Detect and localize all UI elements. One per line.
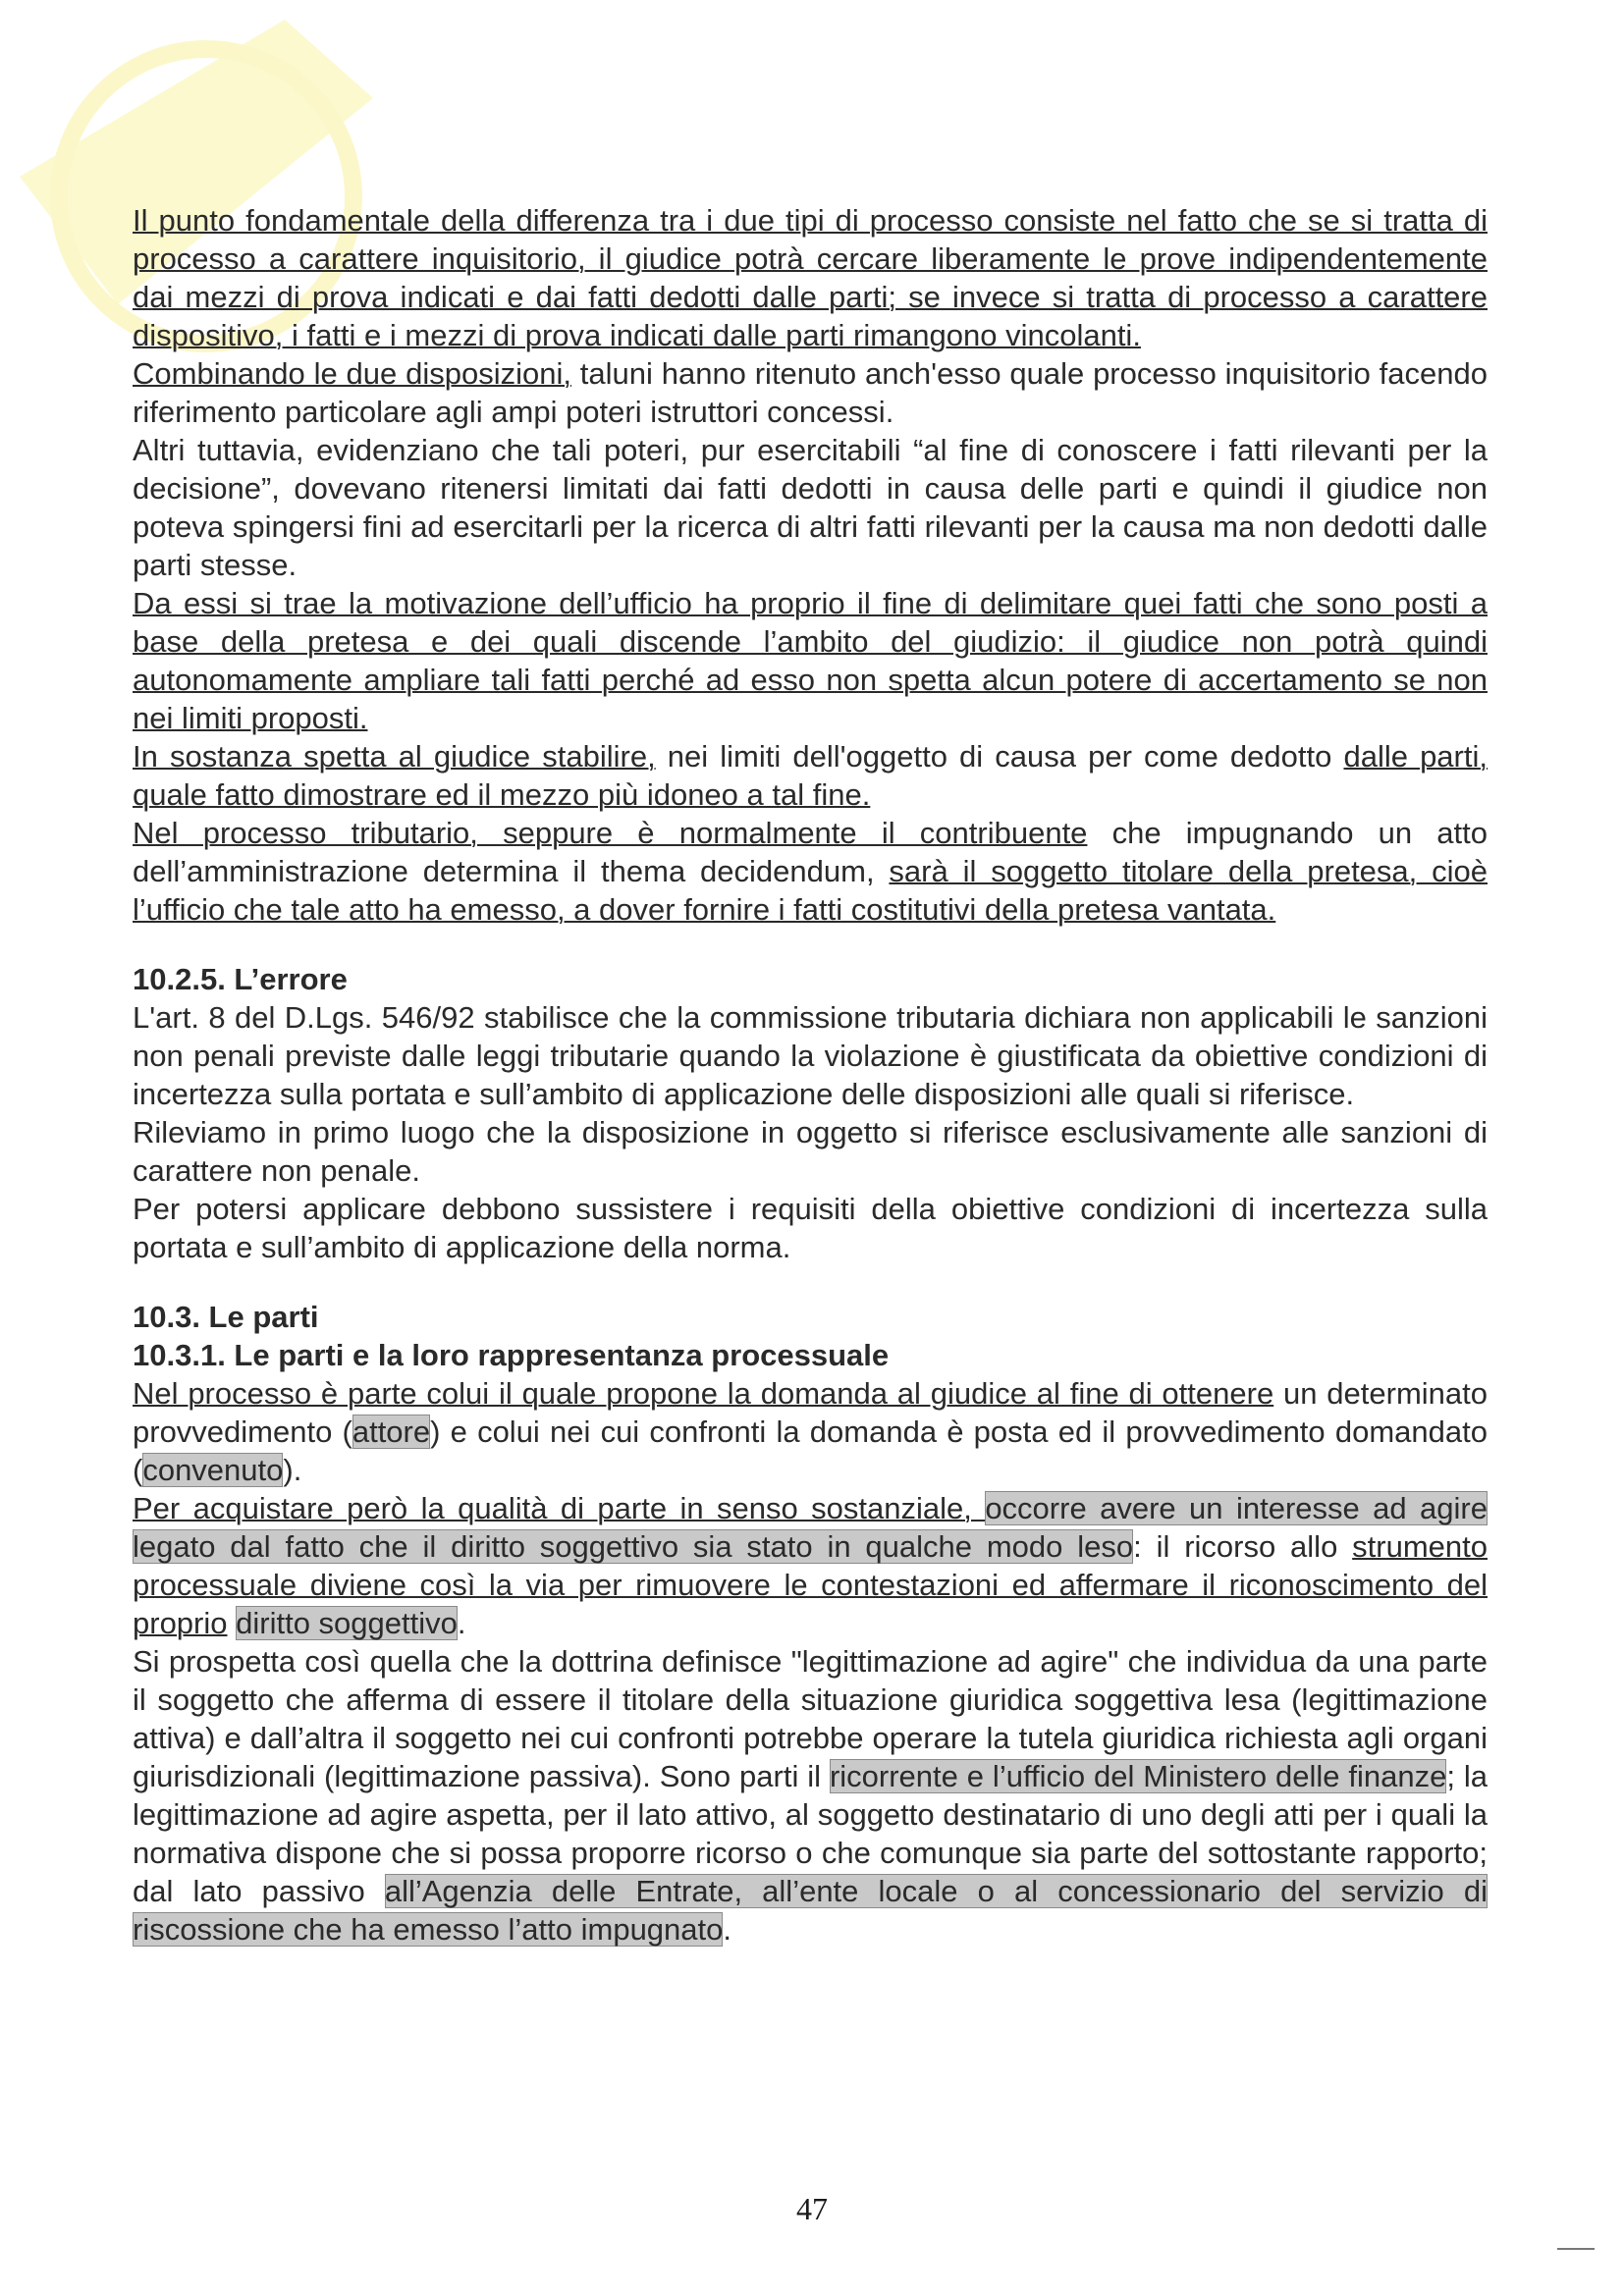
text-run: taluni hanno ritenuto anch'esso quale processo inquisitorio facendo riferimento particolare agli ampi poteri istruttori concessi.: [133, 356, 1488, 429]
paragraph: [133, 1190, 1488, 1266]
underlined-text: Nel processo tributario, seppure è normalmente il contribuente: [133, 816, 1088, 850]
text-run: .: [457, 1606, 466, 1640]
highlighted-text: convenuto: [142, 1453, 284, 1487]
underlined-text: Combinando le due disposizioni,: [133, 356, 571, 391]
paragraph: [133, 998, 1488, 1113]
highlighted-text: diritto soggettivo: [236, 1606, 458, 1640]
highlighted-text: ricorrente e l’ufficio del Ministero delle finanze: [829, 1759, 1447, 1793]
text-run: che impugnando un atto dell’amministrazione determina il thema decidendum,: [133, 816, 1489, 888]
text-run: : il ricorso allo: [1133, 1529, 1353, 1564]
text-run: Rileviamo in primo luogo che la disposizione in oggetto si riferisce esclusivamente alle sanzioni di carattere non penale.: [133, 1115, 1488, 1188]
text-run: Si prospetta così quella che la dottrina definisce "legittimazione ad agire" che individua da una parte il soggetto che afferma di essere il titolare della situazione giuridica soggettiva lesa (legittimazione attiva) e dall’altra il soggetto nei cui confronti potrebbe operare la tutela giuridica richiesta agli organi giurisdizionali (legittimazione passiva). Sono parti il: [133, 1644, 1488, 1793]
margin-mark: [1557, 2248, 1595, 2250]
highlighted-text: attore: [352, 1415, 431, 1449]
section-spacer: [133, 929, 1488, 960]
paragraph: [133, 201, 1488, 354]
text-run: ) e colui nei cui confronti la domanda è posta ed il provvedimento domandato (: [133, 1415, 1488, 1487]
underlined-text: Nel processo è parte colui il quale propone la domanda al giudice al fine di ottenere: [133, 1376, 1274, 1411]
paragraph: [133, 1489, 1488, 1642]
highlighted-text: occorre avere un interesse ad agire legato dal fatto che il diritto soggettivo sia stato in qualche modo leso: [133, 1491, 1488, 1564]
underlined-text: Da essi si trae la motivazione dell’ufficio ha proprio il fine di delimitare quei fatti che sono posti a base della pretesa e dei quali discende l’ambito del giudizio: il giudice non potrà quindi autonomamente ampliare tali fatti perché ad esso non spetta alcun potere di accertamento se non nei limiti proposti.: [133, 586, 1488, 735]
underlined-text: dalle parti, quale fatto dimostrare ed il mezzo più idoneo a tal fine.: [133, 739, 1488, 812]
paragraph: [133, 1113, 1488, 1190]
text-run: ).: [283, 1453, 302, 1487]
paragraph: [133, 354, 1488, 431]
text-run: Altri tuttavia, evidenziano che tali poteri, pur esercitabili “al fine di conoscere i fatti rilevanti per la decisione”, dovevano ritenersi limitati dai fatti dedotti in causa delle parti e quindi il giudice non poteva spingersi fini ad esercitarli per la ricerca di altri fatti rilevanti per la causa ma non dedotti dalle parti stesse.: [133, 433, 1488, 582]
page-number: 47: [796, 2191, 828, 2226]
text-run: Per potersi applicare debbono sussistere i requisiti della obiettive condizioni di incertezza sulla portata e sull’ambito di applicazione della norma.: [133, 1192, 1488, 1264]
paragraph: [133, 814, 1488, 929]
text-run: .: [723, 1912, 732, 1947]
document-body: [133, 201, 1488, 1949]
text-run: un determinato provvedimento (: [133, 1376, 1488, 1449]
section-heading: 10.2.5. L’errore: [133, 962, 348, 996]
underlined-text: sarà il soggetto titolare della pretesa, cioè l’ufficio che tale atto ha emesso, a dover fornire i fatti costitutivi della pretesa vantata.: [133, 854, 1489, 927]
text-run: L'art. 8 del D.Lgs. 546/92 stabilisce che la commissione tributaria dichiara non applicabili le sanzioni non penali previste dalle leggi tributarie quando la violazione è giustificata da obiettive condizioni di incertezza sulla portata e sull’ambito di applicazione delle disposizioni alle quali si riferisce.: [133, 1000, 1488, 1111]
paragraph: [133, 1374, 1488, 1489]
section-heading: 10.3. Le parti: [133, 1300, 319, 1334]
highlighted-text: all’Agenzia delle Entrate, all’ente locale o al concessionario del servizio di riscossione che ha emesso l’atto impugnato: [133, 1874, 1488, 1947]
paragraph: [133, 1642, 1488, 1949]
underlined-text: Il punto fondamentale della differenza tra i due tipi di processo consiste nel fatto che se si tratta di processo a carattere inquisitorio, il giudice potrà cercare liberamente le prove indipendentemente dai mezzi di prova indicati e dai fatti dedotti dalle parti; se invece si tratta di processo a carattere dispositivo, i fatti e i mezzi di prova indicati dalle parti rimangono vincolanti.: [133, 203, 1488, 352]
underlined-text: Per acquistare però la qualità di parte in senso sostanziale,: [133, 1491, 986, 1525]
paragraph: [133, 737, 1488, 814]
text-run: [228, 1606, 237, 1640]
section-spacer: [133, 1266, 1488, 1298]
text-run: ; la legittimazione ad agire aspetta, per il lato attivo, al soggetto destinatario di uno degli atti per i quali la normativa dispone che si possa proporre ricorso o che comunque sia parte del sottostante rapporto; dal lato passivo: [133, 1759, 1488, 1908]
underlined-text: strumento processuale diviene così la via per rimuovere le contestazioni ed affermare il riconoscimento del proprio: [133, 1529, 1488, 1640]
text-run: nei limiti dell'oggetto di causa per come dedotto: [655, 739, 1344, 774]
underlined-text: In sostanza spetta al giudice stabilire,: [133, 739, 656, 774]
paragraph: [133, 584, 1488, 737]
section-heading: 10.3.1. Le parti e la loro rappresentanza processuale: [133, 1338, 890, 1372]
paragraph: [133, 431, 1488, 584]
